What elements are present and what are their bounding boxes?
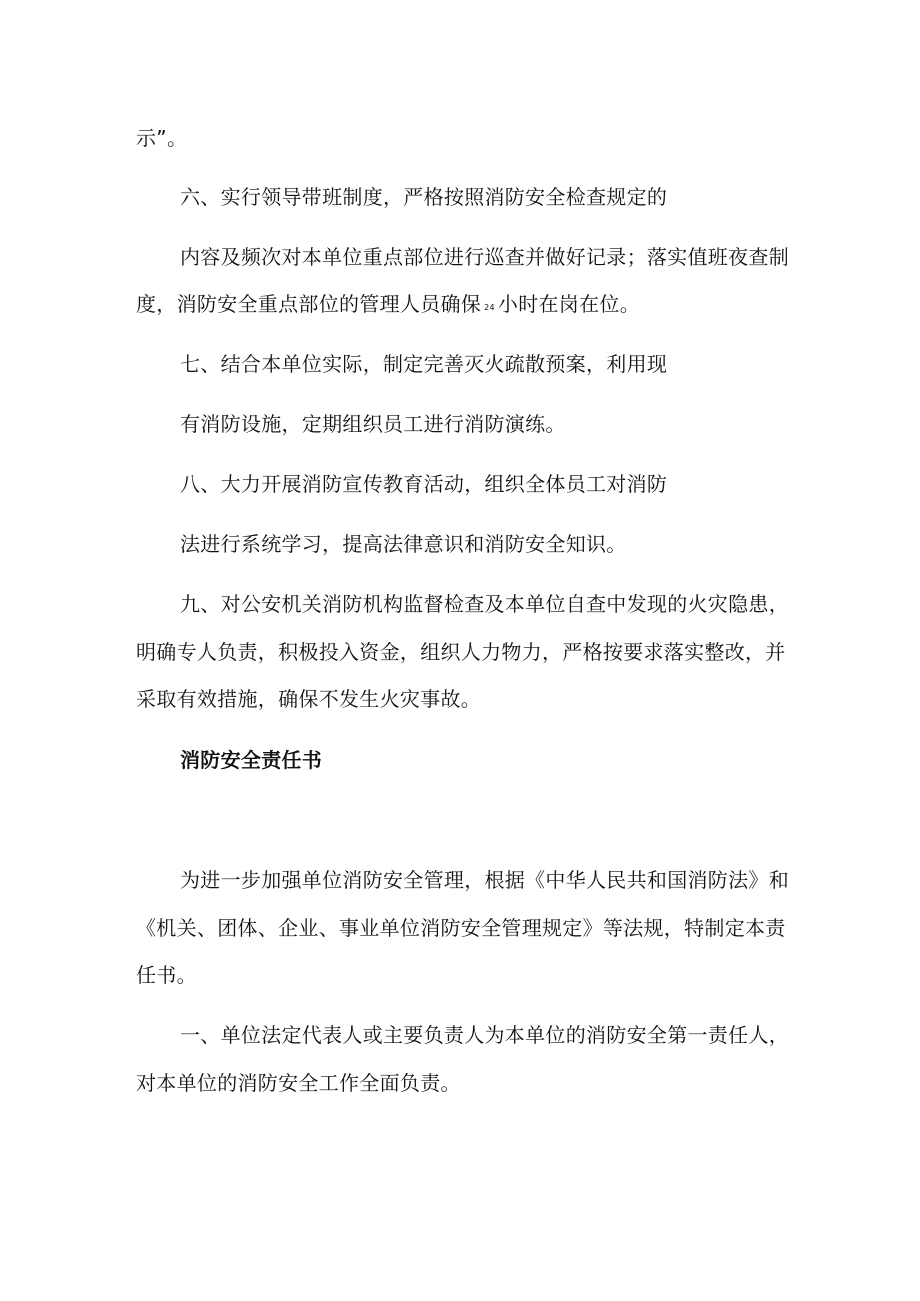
clause-1-line-2: 对本单位的消防安全工作全面负责。 [136,1071,461,1095]
item-6-line-1: 六、实行领导带班制度，严格按照消防安全检查规定的 [180,185,668,209]
item-8-line-1: 八、大力开展消防宣传教育活动，组织全体员工对消防 [180,472,668,496]
item-6-line-3 [136,290,640,322]
intro-line-1: 为进一步加强单位消防安全管理，根据《中华人民共和国消防法》和 [180,868,789,892]
item-7-line-1: 七、结合本单位实际，制定完善灭火疏散预案，利用现 [180,352,668,376]
item-9-line-3: 采取有效措施，确保不发生火灾事故。 [136,687,482,711]
intro-line-3: 任书。 [136,963,197,987]
item-9-line-1: 九、对公安机关消防机构监督检查及本单位自查中发现的火灾隐患， [180,592,789,616]
item-7-line-2: 有消防设施，定期组织员工进行消防演练。 [180,412,566,436]
item-8-line-2: 法进行系统学习，提高法律意识和消防安全知识。 [180,532,627,556]
text-line: 示”。 [136,126,188,150]
intro-line-2: 《机关、团体、企业、事业单位消防安全管理规定》等法规，特制定本责 [136,916,786,940]
section-title: 消防安全责任书 [180,748,323,772]
text-segment: 小时在岗在位。 [497,292,640,316]
item-9-line-2: 明确专人负责，积极投入资金，组织人力物力，严格按要求落实整改，并 [136,640,786,664]
number-24: 24 [484,303,495,312]
item-6-line-2: 内容及频次对本单位重点部位进行巡查并做好记录；落实值班夜查制 [180,245,789,269]
text-segment: 度，消防安全重点部位的管理人员确保 [136,292,482,316]
clause-1-line-1: 一、单位法定代表人或主要负责人为本单位的消防安全第一责任人， [180,1023,789,1047]
